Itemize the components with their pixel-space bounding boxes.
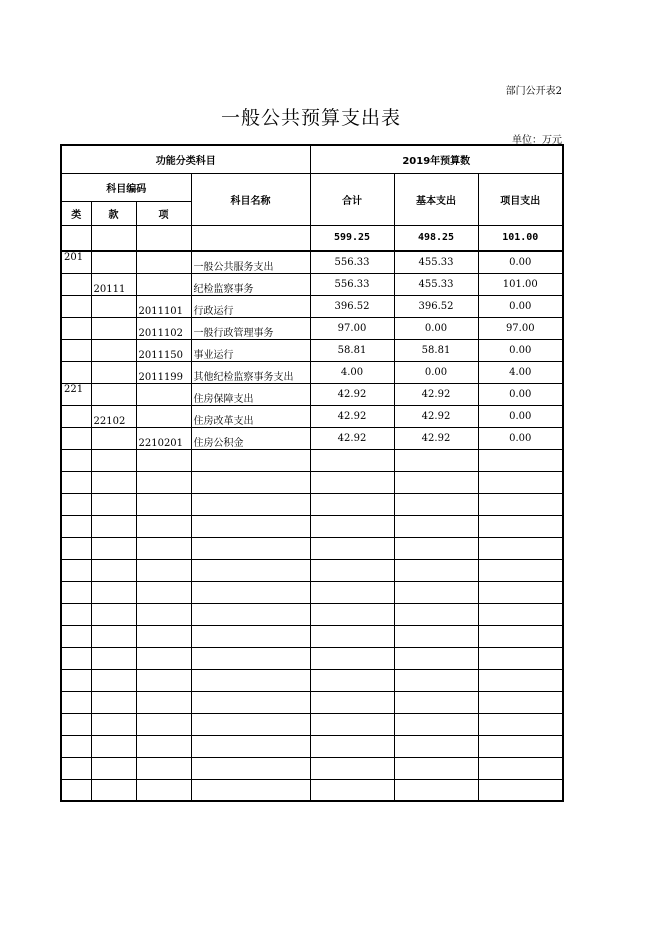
cell-subject-name: 住房改革支出 xyxy=(191,405,310,427)
empty-cell xyxy=(310,493,394,515)
empty-cell xyxy=(310,603,394,625)
empty-cell xyxy=(61,713,91,735)
cell-basic: 42.92 xyxy=(394,405,478,427)
cell-total: 556.33 xyxy=(310,273,394,295)
empty-cell xyxy=(61,603,91,625)
totals-project: 101.00 xyxy=(478,225,563,251)
header-project: 项目支出 xyxy=(478,173,563,225)
empty-cell xyxy=(61,691,91,713)
cell-subject-name: 纪检监察事务 xyxy=(191,273,310,295)
empty-cell xyxy=(91,603,136,625)
empty-cell xyxy=(191,647,310,669)
empty-cell xyxy=(478,735,563,757)
empty-cell xyxy=(191,449,310,471)
empty-cell xyxy=(310,647,394,669)
cell-subject-name: 一般公共服务支出 xyxy=(191,251,310,273)
empty-cell xyxy=(136,559,191,581)
empty-cell xyxy=(91,471,136,493)
table-row xyxy=(61,383,563,405)
empty-cell xyxy=(61,515,91,537)
empty-cell xyxy=(91,735,136,757)
empty-cell xyxy=(136,779,191,801)
empty-row xyxy=(61,493,563,515)
empty-row xyxy=(61,449,563,471)
cell-subject-name: 一般行政管理事务 xyxy=(191,317,310,339)
empty-cell xyxy=(91,669,136,691)
empty-cell xyxy=(136,713,191,735)
empty-cell xyxy=(394,603,478,625)
cell-kuan xyxy=(91,361,136,383)
empty-cell xyxy=(61,757,91,779)
header-subject-name: 科目名称 xyxy=(191,173,310,225)
empty-cell xyxy=(394,471,478,493)
empty-cell xyxy=(191,537,310,559)
empty-cell xyxy=(91,713,136,735)
table-row xyxy=(61,295,563,317)
empty-cell xyxy=(136,581,191,603)
cell-xiang: 2011150 xyxy=(136,339,191,361)
header-basic: 基本支出 xyxy=(394,173,478,225)
totals-lei xyxy=(61,225,91,251)
cell-project: 0.00 xyxy=(478,295,563,317)
empty-cell xyxy=(61,471,91,493)
empty-cell xyxy=(310,691,394,713)
empty-cell xyxy=(191,669,310,691)
empty-cell xyxy=(310,669,394,691)
empty-cell xyxy=(478,603,563,625)
empty-cell xyxy=(61,537,91,559)
cell-xiang xyxy=(136,273,191,295)
empty-cell xyxy=(191,471,310,493)
empty-cell xyxy=(310,537,394,559)
cell-basic: 58.81 xyxy=(394,339,478,361)
empty-cell xyxy=(91,757,136,779)
cell-lei xyxy=(61,273,91,295)
empty-cell xyxy=(394,581,478,603)
empty-row xyxy=(61,647,563,669)
cell-kuan xyxy=(91,251,136,273)
empty-cell xyxy=(61,559,91,581)
cell-project: 101.00 xyxy=(478,273,563,295)
cell-total: 396.52 xyxy=(310,295,394,317)
table-row xyxy=(61,405,563,427)
table-row xyxy=(61,339,563,361)
cell-lei xyxy=(61,317,91,339)
empty-cell xyxy=(478,625,563,647)
cell-total: 97.00 xyxy=(310,317,394,339)
empty-cell xyxy=(478,537,563,559)
totals-total: 599.25 xyxy=(310,225,394,251)
cell-subject-name: 行政运行 xyxy=(191,295,310,317)
cell-basic: 455.33 xyxy=(394,251,478,273)
empty-row xyxy=(61,779,563,801)
cell-total: 42.92 xyxy=(310,405,394,427)
empty-row xyxy=(61,515,563,537)
empty-cell xyxy=(61,625,91,647)
empty-cell xyxy=(61,779,91,801)
empty-row xyxy=(61,625,563,647)
empty-row xyxy=(61,713,563,735)
cell-lei xyxy=(61,361,91,383)
cell-project: 0.00 xyxy=(478,405,563,427)
cell-project: 0.00 xyxy=(478,383,563,405)
cell-basic: 0.00 xyxy=(394,317,478,339)
empty-cell xyxy=(394,779,478,801)
empty-row xyxy=(61,691,563,713)
empty-row xyxy=(61,603,563,625)
header-xiang: 项 xyxy=(136,201,191,225)
cell-xiang xyxy=(136,383,191,405)
empty-cell xyxy=(478,647,563,669)
cell-total: 42.92 xyxy=(310,383,394,405)
budget-table xyxy=(60,144,564,802)
table-row xyxy=(61,427,563,449)
empty-cell xyxy=(191,603,310,625)
empty-cell xyxy=(136,757,191,779)
empty-cell xyxy=(61,647,91,669)
empty-cell xyxy=(310,713,394,735)
cell-basic: 455.33 xyxy=(394,273,478,295)
empty-cell xyxy=(136,625,191,647)
cell-xiang xyxy=(136,251,191,273)
cell-kuan xyxy=(91,427,136,449)
empty-cell xyxy=(136,669,191,691)
cell-basic: 0.00 xyxy=(394,361,478,383)
empty-cell xyxy=(91,647,136,669)
empty-cell xyxy=(61,449,91,471)
empty-cell xyxy=(136,471,191,493)
totals-kuan xyxy=(91,225,136,251)
empty-cell xyxy=(91,691,136,713)
table-row xyxy=(61,251,563,273)
empty-cell xyxy=(310,779,394,801)
empty-cell xyxy=(394,669,478,691)
cell-kuan: 22102 xyxy=(91,405,136,427)
empty-cell xyxy=(310,625,394,647)
cell-project: 0.00 xyxy=(478,339,563,361)
empty-cell xyxy=(394,757,478,779)
empty-cell xyxy=(136,647,191,669)
empty-cell xyxy=(310,471,394,493)
cell-total: 58.81 xyxy=(310,339,394,361)
empty-cell xyxy=(478,691,563,713)
empty-cell xyxy=(310,515,394,537)
cell-lei xyxy=(61,339,91,361)
empty-cell xyxy=(394,559,478,581)
empty-cell xyxy=(394,493,478,515)
cell-lei xyxy=(61,427,91,449)
empty-cell xyxy=(136,449,191,471)
empty-cell xyxy=(136,603,191,625)
table-row xyxy=(61,317,563,339)
empty-cell xyxy=(478,493,563,515)
empty-cell xyxy=(394,647,478,669)
empty-cell xyxy=(191,625,310,647)
cell-kuan xyxy=(91,295,136,317)
empty-cell xyxy=(310,581,394,603)
totals-name xyxy=(191,225,310,251)
cell-lei: 201 xyxy=(61,251,91,273)
empty-cell xyxy=(478,581,563,603)
empty-cell xyxy=(61,493,91,515)
cell-total: 556.33 xyxy=(310,251,394,273)
empty-cell xyxy=(394,713,478,735)
empty-cell xyxy=(478,757,563,779)
empty-row xyxy=(61,559,563,581)
cell-lei: 221 xyxy=(61,383,91,405)
cell-project: 0.00 xyxy=(478,427,563,449)
empty-row xyxy=(61,471,563,493)
empty-cell xyxy=(478,515,563,537)
cell-kuan: 20111 xyxy=(91,273,136,295)
empty-cell xyxy=(191,581,310,603)
empty-cell xyxy=(191,779,310,801)
empty-cell xyxy=(191,559,310,581)
empty-cell xyxy=(136,537,191,559)
empty-cell xyxy=(191,757,310,779)
empty-cell xyxy=(394,537,478,559)
empty-cell xyxy=(191,735,310,757)
empty-row xyxy=(61,735,563,757)
empty-cell xyxy=(478,559,563,581)
empty-cell xyxy=(61,735,91,757)
cell-project: 97.00 xyxy=(478,317,563,339)
empty-cell xyxy=(310,757,394,779)
cell-kuan xyxy=(91,383,136,405)
totals-xiang xyxy=(136,225,191,251)
cell-basic: 396.52 xyxy=(394,295,478,317)
empty-cell xyxy=(394,691,478,713)
empty-row xyxy=(61,757,563,779)
cell-xiang: 2011101 xyxy=(136,295,191,317)
cell-project: 0.00 xyxy=(478,251,563,273)
cell-basic: 42.92 xyxy=(394,427,478,449)
cell-total: 42.92 xyxy=(310,427,394,449)
empty-cell xyxy=(91,493,136,515)
empty-cell xyxy=(91,515,136,537)
page-title: 一般公共预算支出表 xyxy=(220,107,401,129)
empty-cell xyxy=(310,559,394,581)
empty-cell xyxy=(394,625,478,647)
document-label: 部门公开表2 xyxy=(505,86,562,97)
header-budget-year: 2019年预算数 xyxy=(310,145,563,173)
empty-cell xyxy=(91,559,136,581)
cell-xiang: 2210201 xyxy=(136,427,191,449)
cell-subject-name: 其他纪检监察事务支出 xyxy=(191,361,310,383)
empty-cell xyxy=(61,669,91,691)
empty-cell xyxy=(394,515,478,537)
empty-row xyxy=(61,669,563,691)
totals-basic: 498.25 xyxy=(394,225,478,251)
empty-cell xyxy=(136,735,191,757)
empty-cell xyxy=(91,581,136,603)
empty-cell xyxy=(136,691,191,713)
empty-cell xyxy=(91,625,136,647)
empty-cell xyxy=(191,713,310,735)
empty-cell xyxy=(191,691,310,713)
empty-row xyxy=(61,537,563,559)
cell-subject-name: 住房公积金 xyxy=(191,427,310,449)
empty-cell xyxy=(394,449,478,471)
empty-cell xyxy=(91,537,136,559)
cell-project: 4.00 xyxy=(478,361,563,383)
cell-subject-name: 事业运行 xyxy=(191,339,310,361)
empty-row xyxy=(61,581,563,603)
empty-cell xyxy=(191,493,310,515)
cell-xiang: 2011199 xyxy=(136,361,191,383)
cell-lei xyxy=(61,405,91,427)
empty-cell xyxy=(61,581,91,603)
cell-xiang xyxy=(136,405,191,427)
empty-cell xyxy=(136,515,191,537)
empty-cell xyxy=(310,735,394,757)
cell-kuan xyxy=(91,339,136,361)
table-row xyxy=(61,273,563,295)
empty-cell xyxy=(478,449,563,471)
empty-cell xyxy=(394,735,478,757)
header-kuan: 款 xyxy=(91,201,136,225)
empty-cell xyxy=(310,449,394,471)
unit-label: 单位：万元 xyxy=(512,135,562,146)
cell-subject-name: 住房保障支出 xyxy=(191,383,310,405)
cell-lei xyxy=(61,295,91,317)
cell-xiang: 2011102 xyxy=(136,317,191,339)
empty-cell xyxy=(91,779,136,801)
cell-total: 4.00 xyxy=(310,361,394,383)
header-functional-class: 功能分类科目 xyxy=(61,145,310,173)
empty-cell xyxy=(191,515,310,537)
header-subject-code: 科目编码 xyxy=(61,173,191,201)
header-lei: 类 xyxy=(61,201,91,225)
empty-cell xyxy=(478,471,563,493)
cell-basic: 42.92 xyxy=(394,383,478,405)
empty-cell xyxy=(478,779,563,801)
empty-cell xyxy=(136,493,191,515)
empty-cell xyxy=(478,713,563,735)
cell-kuan xyxy=(91,317,136,339)
empty-cell xyxy=(91,449,136,471)
header-total: 合计 xyxy=(310,173,394,225)
empty-cell xyxy=(478,669,563,691)
table-row xyxy=(61,361,563,383)
